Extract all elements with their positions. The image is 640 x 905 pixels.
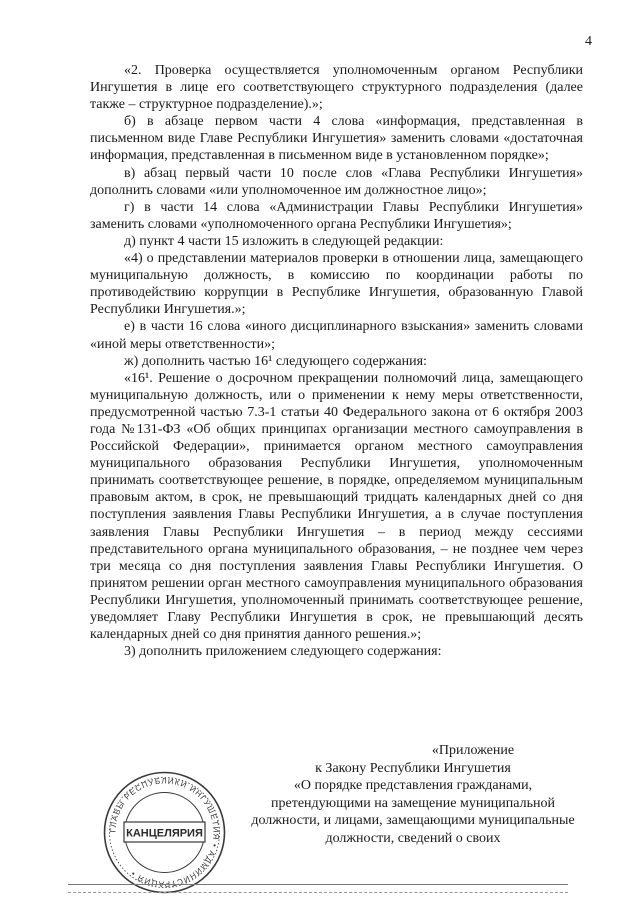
document-body	[90, 62, 583, 660]
paragraph-v: в) абзац первый части 10 после слов «Глава Республики Ингушетия» дополнить словами «или уполномоченное им должностное лицо»;	[90, 165, 583, 198]
annex-heading	[250, 742, 576, 847]
paragraph-item-3: 3) дополнить приложением следующего содержания:	[124, 644, 442, 660]
office-stamp	[102, 770, 227, 895]
paragraph-item-2: «2. Проверка осуществляется уполномоченным органом Республики Ингушетия в лице его соответствующего структурного подразделения (далее также – структурное подразделение).»;	[90, 63, 583, 113]
paragraph-e: е) в части 16 слова «иного дисциплинарного взыскания» заменить словами «иной меры ответственности»;	[90, 319, 583, 352]
stamp-center-text: КАНЦЕЛЯРИЯ	[126, 827, 203, 840]
annex-title: «Приложение	[431, 743, 515, 758]
stamp-ring-path: ГЛАВЫ РЕСПУБЛИКИ ИНГУШЕТИЯ • АДМИНИСТРАЦИЯ •	[108, 776, 221, 889]
paragraph-b: б) в абзаце первом части 4 слова «информация, представленная в письменном виде Главе Республики Ингушетия» заменить словами «достаточная информация, представленная в письменном виде в установленном порядке»;	[90, 114, 583, 164]
paragraph-g: г) в части 14 слова «Администрации Главы Республики Ингушетия» заменить словами «уполномоченного органа Республики Ингушетия»;	[90, 199, 583, 232]
paragraph-d: д) пункт 4 части 15 изложить в следующей редакции:	[124, 233, 444, 249]
annex-law-title: «О порядке представления гражданами, претендующими на замещение муниципальной должности, и лицами, замещающими муниципальные должности, сведений о своих	[251, 778, 575, 846]
paragraph-part-16-1: «16¹. Решение о досрочном прекращении полномочий лица, замещающего муниципальную должность, или о применении к нему меры ответственности, предусмотренной частью 7.3-1 статьи 40 Федерального закона от 6 октября 2003 года №131-ФЗ «Об общих принципах организации местного самоуправления в Российской Федерации», принимается органом местного самоуправления муниципального образования Республики Ингушетия, уполномоченным принимать соответствующее решение, в порядке, определяемом муниципальным правовым актом, в срок, не превышающий тридцать календарных дней со дня поступления заявления Главы Республики Ингушетия, а в случае поступления заявления Главы Республики Ингушетия – в период между сессиями представительного органа муниципального образования, – не позднее чем через три месяца со дня поступления заявления Главы Республики Ингушетия. О принятом решении орган местного самоуправления муниципального образования Республики Ингушетия, уполномоченный принимать соответствующее решение, уведомляет Главу Республики Ингушетия в срок, не превышающий десять календарных дней со дня принятия данного решения.»;	[90, 370, 583, 643]
page-number: 4	[585, 34, 592, 49]
paragraph-item-4: «4) о представлении материалов проверки в отношении лица, замещающего муниципальную должность, в комиссию по координации работы по противодействию коррупции в Республике Ингушетия, образованную Главой Республики Ингушетия.»;	[90, 251, 583, 318]
annex-law-ref: к Закону Республики Ингушетия	[315, 760, 511, 776]
bottom-rule	[68, 884, 568, 885]
paragraph-zh: ж) дополнить частью 16¹ следующего содержания:	[124, 353, 427, 369]
bottom-rule-dashed	[68, 892, 568, 893]
